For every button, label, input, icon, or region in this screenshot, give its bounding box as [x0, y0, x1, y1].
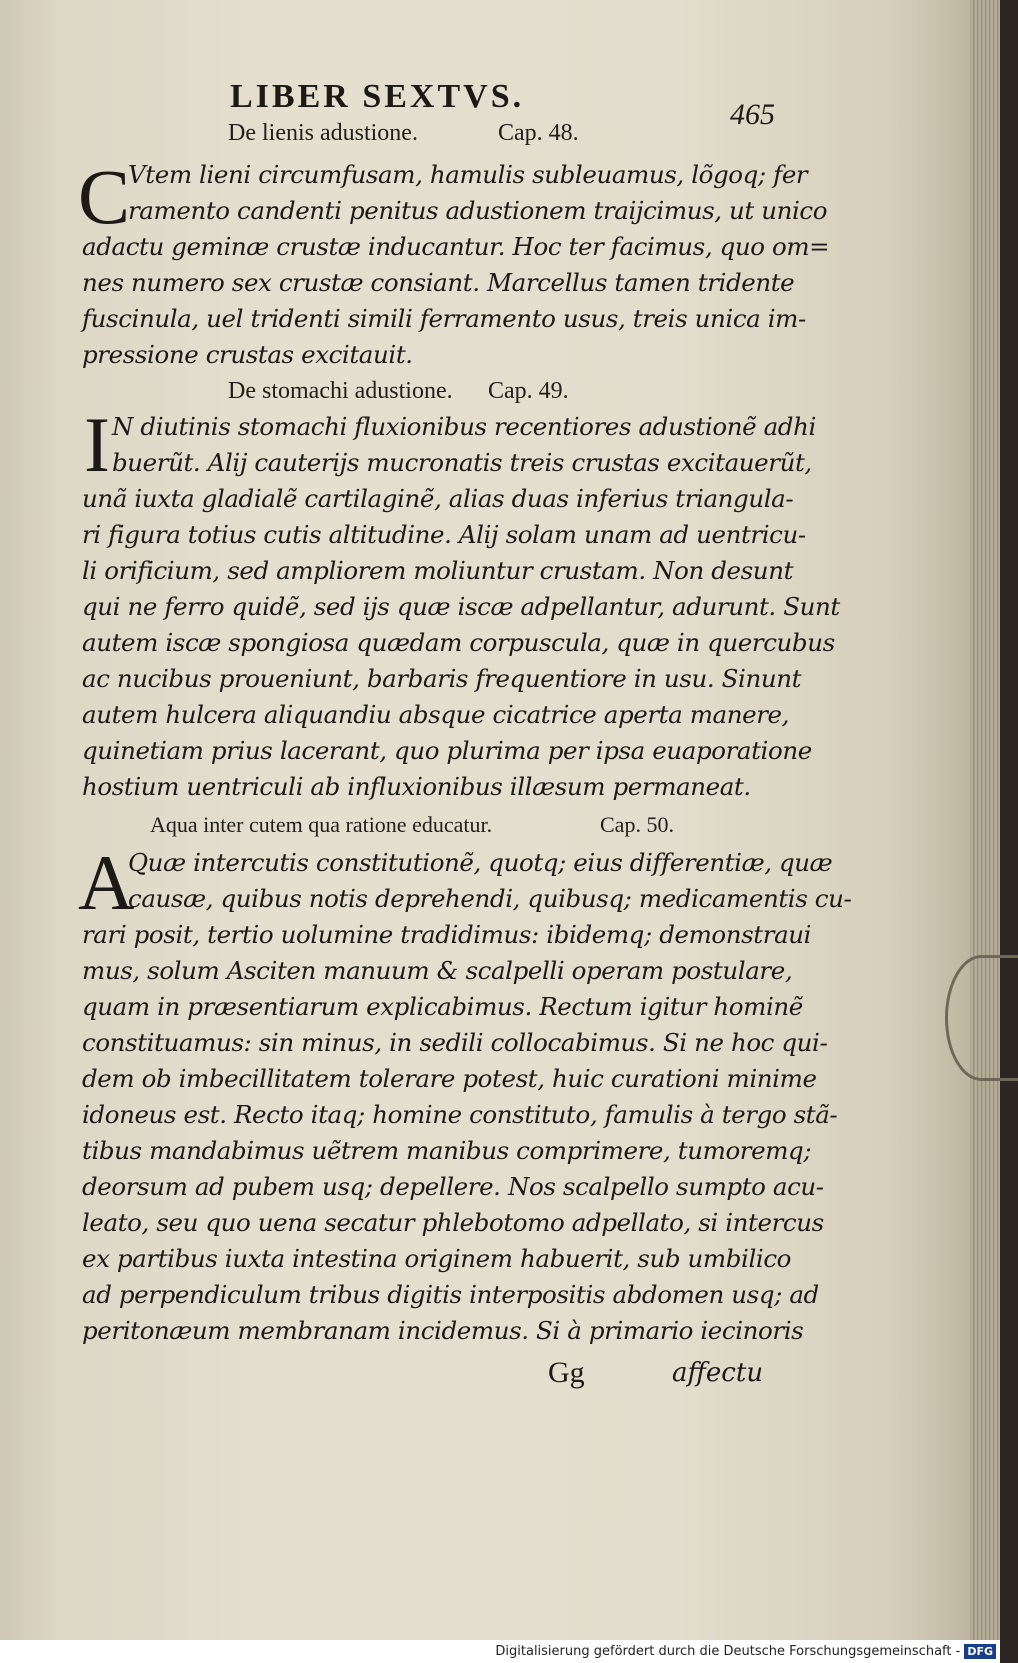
text-line: buerũt. Alij cauterijs mucronatis treis crustas excitauerũt, [112, 448, 812, 477]
initial-letter: I [84, 401, 110, 488]
footer-bar [0, 1640, 1000, 1663]
text-line: qui ne ferro quidẽ, sed ijs quæ iscæ adpellantur, adurunt. Sunt [82, 592, 840, 621]
page-edge [970, 0, 1000, 1640]
text-line: deorsum ad pubem usq; depellere. Nos scalpello sumpto acu- [82, 1172, 824, 1201]
chapter-heading [150, 812, 674, 838]
chapter-title: De stomachi adustione. [228, 378, 453, 404]
catchword: affectu [672, 1358, 764, 1388]
chapter-heading [228, 378, 569, 405]
text-line: rari posit, tertio uolumine tradidimus: ibidemq; demonstraui [82, 920, 812, 949]
text-line: tibus mandabimus uẽtrem manibus comprimere, tumoremq; [82, 1136, 812, 1165]
text-line: hostium uentriculi ab influxionibus illæsum permaneat. [82, 772, 751, 801]
text-line: autem hulcera aliquandiu absque cicatrice aperta manere, [82, 700, 790, 729]
text-line: mus, solum Asciten manuum & scalpelli operam postulare, [82, 956, 793, 985]
text-line: ramento candenti penitus adustionem traijcimus, ut unico [128, 196, 828, 225]
running-head: LIBER SEXTVS. [230, 78, 525, 115]
initial-letter: A [78, 839, 135, 926]
text-line: peritonæum membranam incidemus. Si à primario iecinoris [82, 1316, 804, 1345]
text-line: leato, seu quo uena secatur phlebotomo adpellato, si intercus [82, 1208, 824, 1237]
text-line: pressione crustas excitauit. [82, 340, 413, 369]
text-line: nes numero sex crustæ consiant. Marcellus tamen tridente [82, 268, 795, 297]
text-line: adactu geminæ crustæ inducantur. Hoc ter facimus, quo om= [82, 232, 830, 261]
text-line: li orificium, sed ampliorem moliuntur crustam. Non desunt [82, 556, 794, 585]
signature-mark: Gg [548, 1356, 585, 1389]
text-line: ri figura totius cutis altitudine. Alij solam unam ad uentricu- [82, 520, 806, 549]
chapter-heading [228, 120, 579, 147]
text-line: fuscinula, uel tridenti simili ferramento usus, treis unica im- [82, 304, 806, 333]
text-line: quinetiam prius lacerant, quo plurima per ipsa euaporatione [82, 736, 812, 765]
text-line: autem iscæ spongiosa quædam corpuscula, quæ in quercubus [82, 628, 835, 657]
text-line: causæ, quibus notis deprehendi, quibusq; medicamentis cu- [128, 884, 852, 913]
chapter-number: Cap. 48. [498, 120, 579, 146]
initial-letter: C [78, 153, 131, 240]
chapter-number: Cap. 49. [488, 378, 569, 404]
text-line: Quæ intercutis constitutionẽ, quotq; eius differentiæ, quæ [128, 848, 833, 877]
text-line: constituamus: sin minus, in sedili collocabimus. Si ne hoc qui- [82, 1028, 828, 1057]
text-line: quam in præsentiarum explicabimus. Rectum igitur hominẽ [82, 992, 803, 1021]
text-line: idoneus est. Recto itaq; homine constituto, famulis à tergo stã- [82, 1100, 838, 1129]
text-line: ex partibus iuxta intestina originem habuerit, sub umbilico [82, 1244, 791, 1273]
text-line: unã iuxta gladialẽ cartilaginẽ, alias duas inferius triangula- [82, 484, 794, 513]
folio-number: 465 [730, 98, 775, 131]
footer-credit: Digitalisierung gefördert durch die Deutsche Forschungsgemeinschaft - [495, 1644, 961, 1659]
text-line: Vtem lieni circumfusam, hamulis subleuamus, lõgoq; fer [128, 160, 808, 189]
text-line: ad perpendiculum tribus digitis interpositis abdomen usq; ad [82, 1280, 819, 1309]
book-clasp [945, 955, 1018, 1081]
chapter-title: Aqua inter cutem qua ratione educatur. [150, 812, 493, 837]
chapter-title: De lienis adustione. [228, 120, 418, 146]
text-line: N diutinis stomachi fluxionibus recentiores adustionẽ adhi [112, 412, 816, 441]
dfg-logo: DFG [964, 1644, 996, 1659]
text-line: ac nucibus proueniunt, barbaris frequentiore in usu. Sinunt [82, 664, 802, 693]
chapter-number: Cap. 50. [600, 812, 674, 837]
text-line: dem ob imbecillitatem tolerare potest, huic curationi minime [82, 1064, 817, 1093]
